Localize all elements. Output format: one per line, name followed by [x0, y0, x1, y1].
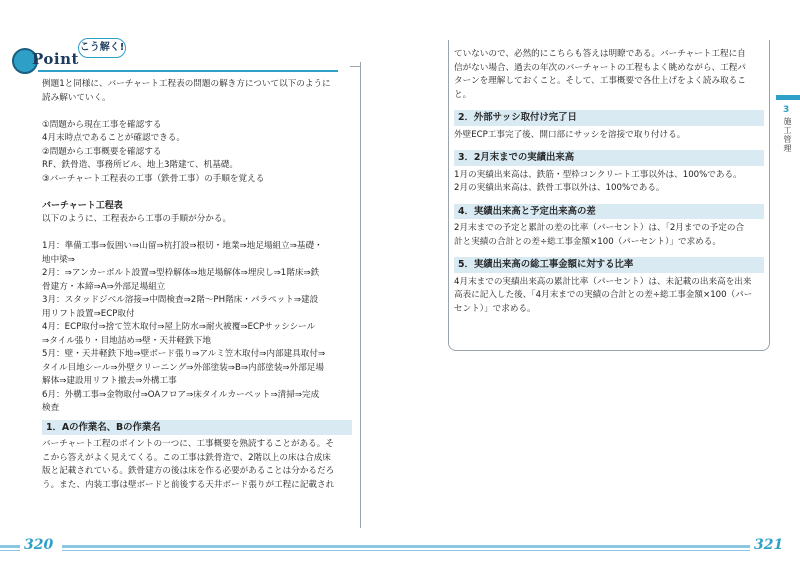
body-line: セント）」で求める。	[454, 303, 536, 314]
schedule-line: 解体⇒建設用リフト撤去⇒外構工事	[42, 376, 177, 386]
body-line: こから答えがよく見えてくる。この工事は鉄骨造で、2階以上の床は合成床	[42, 452, 331, 463]
schedule-line: 3月：スタッドジベル溶接⇒中間検査⇒2階～PH階床・パラペット⇒建設	[42, 295, 319, 305]
footer-rule	[400, 545, 750, 548]
body-line: 1月の実績出来高は、鉄筋・型枠コンクリート工事以外は、100%である。	[454, 169, 742, 180]
footer-rule	[400, 550, 750, 551]
body-line: 外壁ECP工事完了後、開口部にサッシを溶接で取り付ける。	[454, 129, 686, 140]
footer-rule	[62, 545, 400, 548]
schedule-line: 4月：ECP取付⇒捨て笠木取付⇒屋上防水⇒耐火被覆⇒ECPサッシシール	[42, 322, 316, 332]
body-line: 計と実績の合計との差÷総工事金額×100（パーセント）」で求める。	[454, 236, 721, 247]
schedule-line: 6月：外構工事⇒金物取付⇒OAフロア⇒床タイルカーペット⇒清掃⇒完成	[42, 389, 320, 400]
intro-line: 例題1と同様に、バーチャート工程表の問題の解き方について以下のように	[42, 79, 331, 89]
footer-rule	[62, 550, 400, 551]
footer-rule	[0, 550, 20, 551]
footer-rule	[0, 545, 20, 548]
body-line: と。	[454, 89, 472, 100]
point-label: Point	[32, 50, 79, 68]
body-line: 版と記載されている。鉄骨建方の後は床を作る必要があることは分かるだろ	[42, 466, 335, 476]
body-line: ていないので、必然的にこちらも答えは明瞭である。バーチャート工程に自	[454, 49, 746, 59]
section-heading-1: 1．Aの作業名、Bの作業名	[42, 420, 352, 436]
body-line: 2月の実績出来高は、鉄骨工事以外は、100%である。	[454, 183, 665, 193]
speech-bubble: こう解く!	[78, 38, 126, 58]
schedule-line: 5月：壁・天井軽鉄下地⇒壁ボード張り⇒アルミ笠木取付⇒内部建具取付⇒	[42, 349, 326, 359]
box-corner	[350, 66, 361, 75]
schedule-line: 骨建方・本締⇒A⇒外部足場組立	[42, 281, 166, 292]
chapter-tab	[776, 95, 800, 165]
step-line: ①問題から現在工事を確認する	[42, 119, 162, 130]
step-line: RF、鉄骨造、事務所ビル、地上3階建て、机基礎。	[42, 160, 238, 170]
bar-chart-intro: 以下のように、工程表から工事の手順が分かる。	[42, 214, 232, 224]
body-line: う。また、内装工事は壁ボードと前後する天井ボード張りが工程に記載され	[42, 479, 335, 490]
right-content	[454, 48, 764, 316]
schedule-line: 検査	[42, 403, 60, 413]
step-line: ②問題から工事概要を確認する	[42, 146, 162, 157]
section-heading-2: 2．外部サッシ取付け完了日	[454, 110, 764, 126]
body-line: 4月末までの実績出来高の累計比率（パーセント）は、未記載の出来高を出来	[454, 276, 752, 287]
point-underline	[38, 70, 338, 72]
section-heading-4: 4．実績出来高と予定出来高の差	[454, 204, 764, 220]
schedule-line: 2月：⇒アンカーボルト設置⇒型枠解体⇒地足場解体⇒埋戻し⇒1階床⇒鉄	[42, 268, 320, 278]
section-heading-5: 5．実績出来高の総工事金額に対する比率	[454, 257, 764, 273]
schedule-line: タイル目地シール⇒外壁クリーニング⇒外部塗装⇒B⇒内部塗装⇒外部足場	[42, 362, 325, 373]
schedule-line: 1月：準備工事⇒仮囲い⇒山留⇒杭打設⇒根切・地業⇒地足場組立⇒基礎・	[42, 241, 323, 251]
body-line: バーチャート工程のポイントの一つに、工事概要を熟読することがある。そ	[42, 439, 334, 449]
chapter-tab-bar	[776, 95, 800, 100]
section-heading-3: 3．2月末までの実績出来高	[454, 150, 764, 166]
step-line: ③バーチャート工程表の工事（鉄骨工事）の手順を覚える	[42, 173, 265, 184]
chapter-number: 3	[783, 105, 790, 115]
schedule-line: 地中梁⇒	[42, 254, 75, 265]
chapter-label: 施工管理	[783, 117, 792, 153]
body-line: ターンを理解しておくこと。そして、工事概要で各仕上げをよく読み取るこ	[454, 76, 746, 86]
page-number-left: 320	[24, 537, 54, 553]
step-line: 4月末時点であることが確認できる。	[42, 133, 185, 143]
page-number-right: 321	[754, 537, 784, 553]
bar-chart-heading: バーチャート工程表	[42, 200, 123, 211]
body-line: 高表に記入した後、「4月末までの実績の合計との差÷総工事金額×100（パー	[454, 290, 753, 300]
schedule-line: 用リフト設置⇒ECP取付	[42, 308, 135, 319]
body-line: 2月末までの予定と累計の差の比率（パーセント）は、「2月までの予定の合	[454, 223, 745, 233]
body-line: 信がない場合、過去の年次のバーチャートの工程もよく眺めながら、工程パ	[454, 62, 746, 73]
left-content	[42, 78, 352, 492]
intro-line: 読み解いていく。	[42, 92, 111, 103]
schedule-line: ⇒タイル張り・目地詰め⇒壁・天井軽鉄下地	[42, 335, 211, 346]
